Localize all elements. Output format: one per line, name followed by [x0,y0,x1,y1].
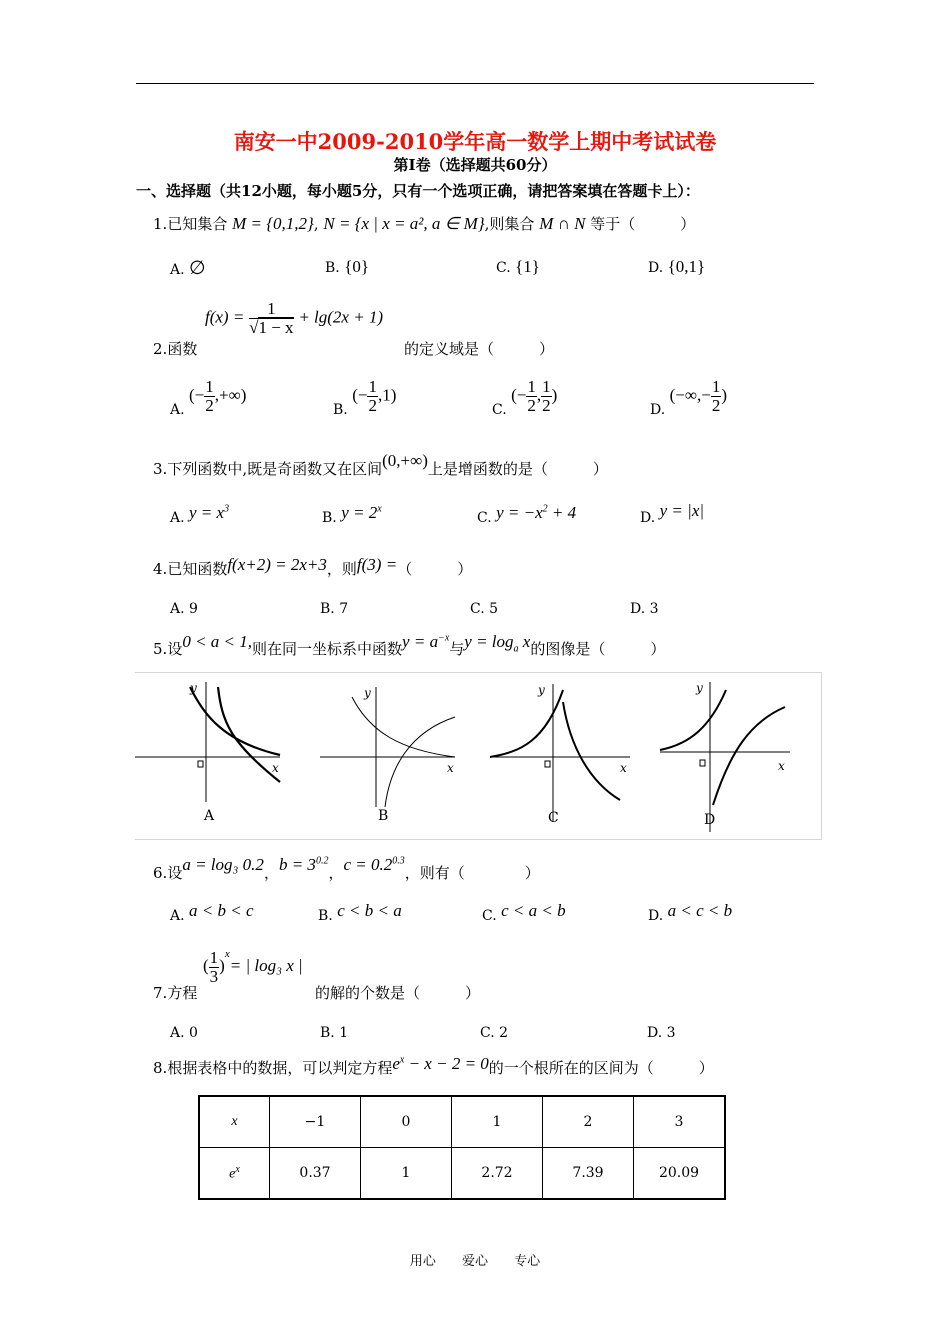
q5-label-b: B [378,808,389,824]
question-7: 7.方程 [153,984,198,1002]
question-3: 3.下列函数中,既是奇函数又在区间(0,+∞)上是增函数的是（ ） [153,451,608,478]
q1-option-c[interactable]: C. {1} [496,257,540,276]
table-cell: 0.37 [270,1148,361,1200]
q1-text-1: 已知集合 [167,215,228,233]
q6-option-c[interactable]: C. c < a < b [482,901,566,924]
q2-option-b[interactable]: B. (− $\frac{1}{2}$ ,1) [333,377,397,419]
q4-option-b[interactable]: B. 7 [320,601,349,617]
q2-option-c[interactable]: C. (− $\frac{1}{2}$ , $\frac{1}{2}$ ) [492,377,558,419]
question-1 [153,213,695,234]
q7-option-b[interactable]: B. 1 [320,1025,349,1041]
table-cell: 2.72 [452,1148,543,1200]
q1-set-n: N = {x | x = a², a ∈ M} [323,214,485,233]
q5-a-axis-y: y [190,681,197,695]
q1-option-a[interactable]: A. ∅ [170,258,206,279]
table-cell: 20.09 [634,1148,726,1200]
q5-c-axis-y: y [538,683,545,697]
q5-b-axis-x: x [447,761,454,775]
table-header-ex: $e^x$ [199,1148,270,1200]
q7-formula: ( $\frac{1}{3}$ )$^x$= | log₃ x | [203,947,303,986]
table-header-x: x [199,1096,270,1148]
question-8: 8.根据表格中的数据，可以判定方程$e^x - x - 2 = 0$的一个根所在的区间为（ ） [153,1054,714,1077]
table-row [199,1096,725,1148]
page-title: 南安一中2009-2010学年高一数学上期中考试试卷 [233,129,717,154]
q2-formula: f(x) = $\frac{1}{√1 - x}$ + lg(2x + 1) [205,299,384,337]
page-subtitle: 第Ⅰ卷（选择题共60分） [393,156,557,174]
table-cell: −1 [270,1096,361,1148]
table-cell: 2 [543,1096,634,1148]
q5-graph-c [490,683,630,822]
q5-graphs-svg [130,672,830,838]
q5-graph-b [320,686,455,807]
q7-option-d[interactable]: D. 3 [647,1025,676,1041]
q1-text-2: ,则集合 [484,215,535,233]
section-heading: 一、选择题（共12小题，每小题5分，只有一个选项正确，请把答案填在答题卡上）： [136,182,700,200]
q6-option-b[interactable]: B. c < b < a [318,901,402,924]
q3-option-d[interactable]: D. y = |x| [640,501,705,526]
q3-option-c[interactable]: C. $y = -x^2 + 4$ [477,503,577,526]
table-row [199,1148,725,1200]
q2-text-2: 的定义域是（ ） [404,340,555,358]
q1-number: 1. [153,215,168,233]
table-cell: 0 [361,1096,452,1148]
q1-intersection: M ∩ N [539,214,586,233]
q5-label-a: A [204,808,215,824]
table-cell: 7.39 [543,1148,634,1200]
q2-option-d[interactable]: D. (−∞,− $\frac{1}{2}$ ) [650,377,728,419]
q5-b-axis-y: y [364,686,371,700]
question-6: 6.设a = log₃ 0.2，$b = 3^{0.2}$，$c = 0.2^{0.3}$，则有（ ） [153,855,540,882]
q6-option-d[interactable]: D. a < c < b [648,901,733,924]
q3-option-a[interactable]: A. $y = x^3$ [170,503,230,526]
q3-option-b[interactable]: B. $y = 2^x$ [322,503,382,526]
q6-option-a[interactable]: A. a < b < c [170,901,254,924]
q5-c-axis-x: x [620,761,627,775]
q8-table [198,1095,726,1200]
q5-d-axis-x: x [778,759,785,773]
q2-sqrt: √1 − x [249,317,294,337]
q1-option-b[interactable]: B. {0} [325,257,370,276]
question-5: 5.设0 < a < 1,则在同一坐标系中函数$y = a^{-x}$与$y = \log_a x$的图像是（ ） [153,632,666,658]
q7-option-a[interactable]: A. 0 [170,1025,198,1041]
q5-graph-a [135,681,280,802]
q2-option-a[interactable]: A. (− $\frac{1}{2}$ ,+∞) [170,377,247,419]
q1-set-m: M = {0,1,2} [232,214,314,233]
q1-text-3: 等于（ ） [590,215,696,233]
q1-sep: , [313,215,319,233]
page-footer: 用心 爱心 专心 [409,1254,541,1269]
q5-label-d: D [704,812,716,828]
question-2: 2.函数 [153,340,198,358]
question-4: 4.已知函数f(x+2) = 2x+3，则f(3) =（ ） [153,555,473,578]
q4-option-c[interactable]: C. 5 [470,601,499,617]
q5-a-axis-x: x [272,761,279,775]
table-cell: 3 [634,1096,726,1148]
q7-text-2: 的解的个数是（ ） [315,984,481,1002]
q5-d-axis-y: y [696,681,703,695]
table-cell: 1 [361,1148,452,1200]
q5-label-c: C [548,810,559,826]
q4-option-d[interactable]: D. 3 [630,601,659,617]
table-cell: 1 [452,1096,543,1148]
q1-option-d[interactable]: D. {0,1} [648,257,706,276]
header-rule [136,83,814,84]
q4-option-a[interactable]: A. 9 [170,601,198,617]
q7-option-c[interactable]: C. 2 [480,1025,509,1041]
q5-graph-d [660,681,790,832]
